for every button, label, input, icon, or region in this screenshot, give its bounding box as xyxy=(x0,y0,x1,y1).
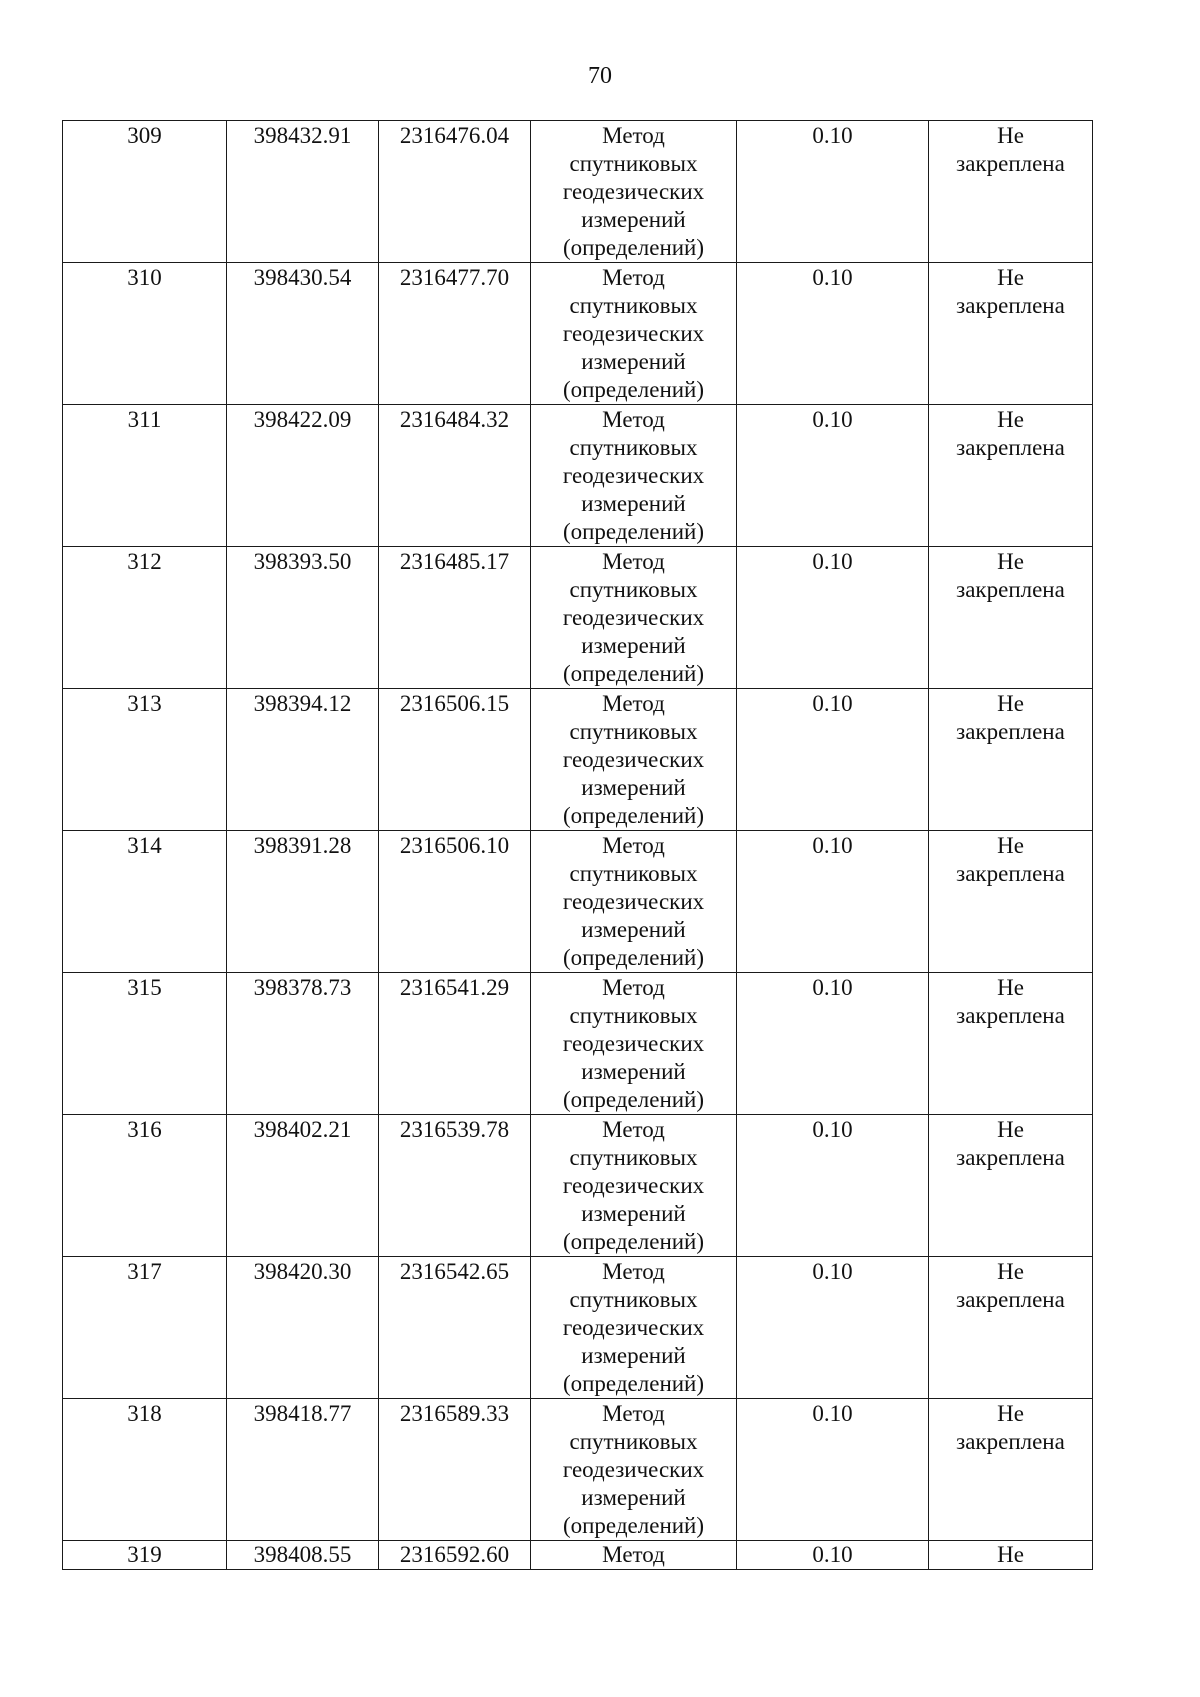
precision-cell: 0.10 xyxy=(737,121,929,263)
status-text: Не закреплена xyxy=(956,1401,1065,1454)
coordinates-table xyxy=(62,120,1093,1570)
x-coordinate-cell: 398391.28 xyxy=(227,831,379,973)
y-coordinate-cell: 2316589.33 xyxy=(379,1399,531,1541)
table-row xyxy=(63,263,1093,405)
status-text: Не закреплена xyxy=(956,975,1065,1028)
status-text: Не закреплена xyxy=(956,691,1065,744)
status-text: Не закреплена xyxy=(956,407,1065,460)
method-cell xyxy=(531,405,737,547)
precision-cell: 0.10 xyxy=(737,689,929,831)
precision-cell: 0.10 xyxy=(737,1399,929,1541)
status-cell xyxy=(929,547,1093,689)
y-coordinate-cell: 2316506.10 xyxy=(379,831,531,973)
method-cell xyxy=(531,547,737,689)
y-coordinate-cell: 2316484.32 xyxy=(379,405,531,547)
y-coordinate-cell: 2316485.17 xyxy=(379,547,531,689)
table-row xyxy=(63,689,1093,831)
method-text: Метод спутниковых геодезических измерений (определений) xyxy=(562,975,705,1112)
point-number-cell: 319 xyxy=(63,1541,227,1570)
x-coordinate-cell: 398430.54 xyxy=(227,263,379,405)
table-row xyxy=(63,405,1093,547)
x-coordinate-cell: 398378.73 xyxy=(227,973,379,1115)
method-text: Метод спутниковых геодезических измерений (определений) xyxy=(562,1259,705,1396)
x-coordinate-cell: 398418.77 xyxy=(227,1399,379,1541)
method-text: Метод спутниковых геодезических измерений (определений) xyxy=(562,833,705,970)
status-text: Не закреплена xyxy=(956,1117,1065,1170)
point-number-cell: 309 xyxy=(63,121,227,263)
y-coordinate-cell: 2316476.04 xyxy=(379,121,531,263)
status-cell xyxy=(929,405,1093,547)
x-coordinate-cell: 398420.30 xyxy=(227,1257,379,1399)
status-text: Не xyxy=(997,1542,1024,1567)
precision-cell: 0.10 xyxy=(737,405,929,547)
status-text: Не закреплена xyxy=(956,265,1065,318)
precision-cell: 0.10 xyxy=(737,831,929,973)
method-cell xyxy=(531,1541,737,1570)
method-text: Метод спутниковых геодезических измерений (определений) xyxy=(562,265,705,402)
precision-cell: 0.10 xyxy=(737,1115,929,1257)
point-number-cell: 314 xyxy=(63,831,227,973)
table-row xyxy=(63,547,1093,689)
y-coordinate-cell: 2316542.65 xyxy=(379,1257,531,1399)
method-text: Метод спутниковых геодезических измерений (определений) xyxy=(562,691,705,828)
precision-cell: 0.10 xyxy=(737,263,929,405)
table-row xyxy=(63,1399,1093,1541)
status-text: Не закреплена xyxy=(956,549,1065,602)
x-coordinate-cell: 398402.21 xyxy=(227,1115,379,1257)
status-cell xyxy=(929,1399,1093,1541)
x-coordinate-cell: 398422.09 xyxy=(227,405,379,547)
method-cell xyxy=(531,1399,737,1541)
status-text: Не закреплена xyxy=(956,123,1065,176)
point-number-cell: 310 xyxy=(63,263,227,405)
point-number-cell: 313 xyxy=(63,689,227,831)
status-cell xyxy=(929,973,1093,1115)
page-number: 70 xyxy=(588,63,612,89)
table-row xyxy=(63,1541,1093,1570)
precision-cell: 0.10 xyxy=(737,1257,929,1399)
status-text: Не закреплена xyxy=(956,1259,1065,1312)
table-row xyxy=(63,1257,1093,1399)
method-text: Метод спутниковых геодезических измерений (определений) xyxy=(562,549,705,686)
status-cell xyxy=(929,831,1093,973)
x-coordinate-cell: 398393.50 xyxy=(227,547,379,689)
status-cell xyxy=(929,1257,1093,1399)
status-cell xyxy=(929,1115,1093,1257)
method-cell xyxy=(531,689,737,831)
y-coordinate-cell: 2316592.60 xyxy=(379,1541,531,1570)
status-cell xyxy=(929,263,1093,405)
method-cell xyxy=(531,1115,737,1257)
point-number-cell: 318 xyxy=(63,1399,227,1541)
coordinates-table-body xyxy=(63,121,1093,1570)
method-text: Метод спутниковых геодезических измерений (определений) xyxy=(562,407,705,544)
point-number-cell: 317 xyxy=(63,1257,227,1399)
method-text: Метод спутниковых геодезических измерений (определений) xyxy=(562,123,705,260)
y-coordinate-cell: 2316541.29 xyxy=(379,973,531,1115)
x-coordinate-cell: 398394.12 xyxy=(227,689,379,831)
method-cell xyxy=(531,973,737,1115)
table-row xyxy=(63,1115,1093,1257)
method-cell xyxy=(531,831,737,973)
method-cell xyxy=(531,263,737,405)
point-number-cell: 316 xyxy=(63,1115,227,1257)
y-coordinate-cell: 2316477.70 xyxy=(379,263,531,405)
precision-cell: 0.10 xyxy=(737,547,929,689)
method-text: Метод спутниковых геодезических измерений (определений) xyxy=(562,1117,705,1254)
method-text: Метод спутниковых геодезических измерений (определений) xyxy=(562,1401,705,1538)
table-row xyxy=(63,831,1093,973)
method-text: Метод xyxy=(602,1542,665,1567)
precision-cell: 0.10 xyxy=(737,1541,929,1570)
point-number-cell: 311 xyxy=(63,405,227,547)
status-cell xyxy=(929,1541,1093,1570)
status-cell xyxy=(929,689,1093,831)
method-cell xyxy=(531,121,737,263)
x-coordinate-cell: 398408.55 xyxy=(227,1541,379,1570)
table-row xyxy=(63,121,1093,263)
status-cell xyxy=(929,121,1093,263)
precision-cell: 0.10 xyxy=(737,973,929,1115)
point-number-cell: 315 xyxy=(63,973,227,1115)
table-row xyxy=(63,973,1093,1115)
method-cell xyxy=(531,1257,737,1399)
y-coordinate-cell: 2316506.15 xyxy=(379,689,531,831)
status-text: Не закреплена xyxy=(956,833,1065,886)
x-coordinate-cell: 398432.91 xyxy=(227,121,379,263)
point-number-cell: 312 xyxy=(63,547,227,689)
y-coordinate-cell: 2316539.78 xyxy=(379,1115,531,1257)
